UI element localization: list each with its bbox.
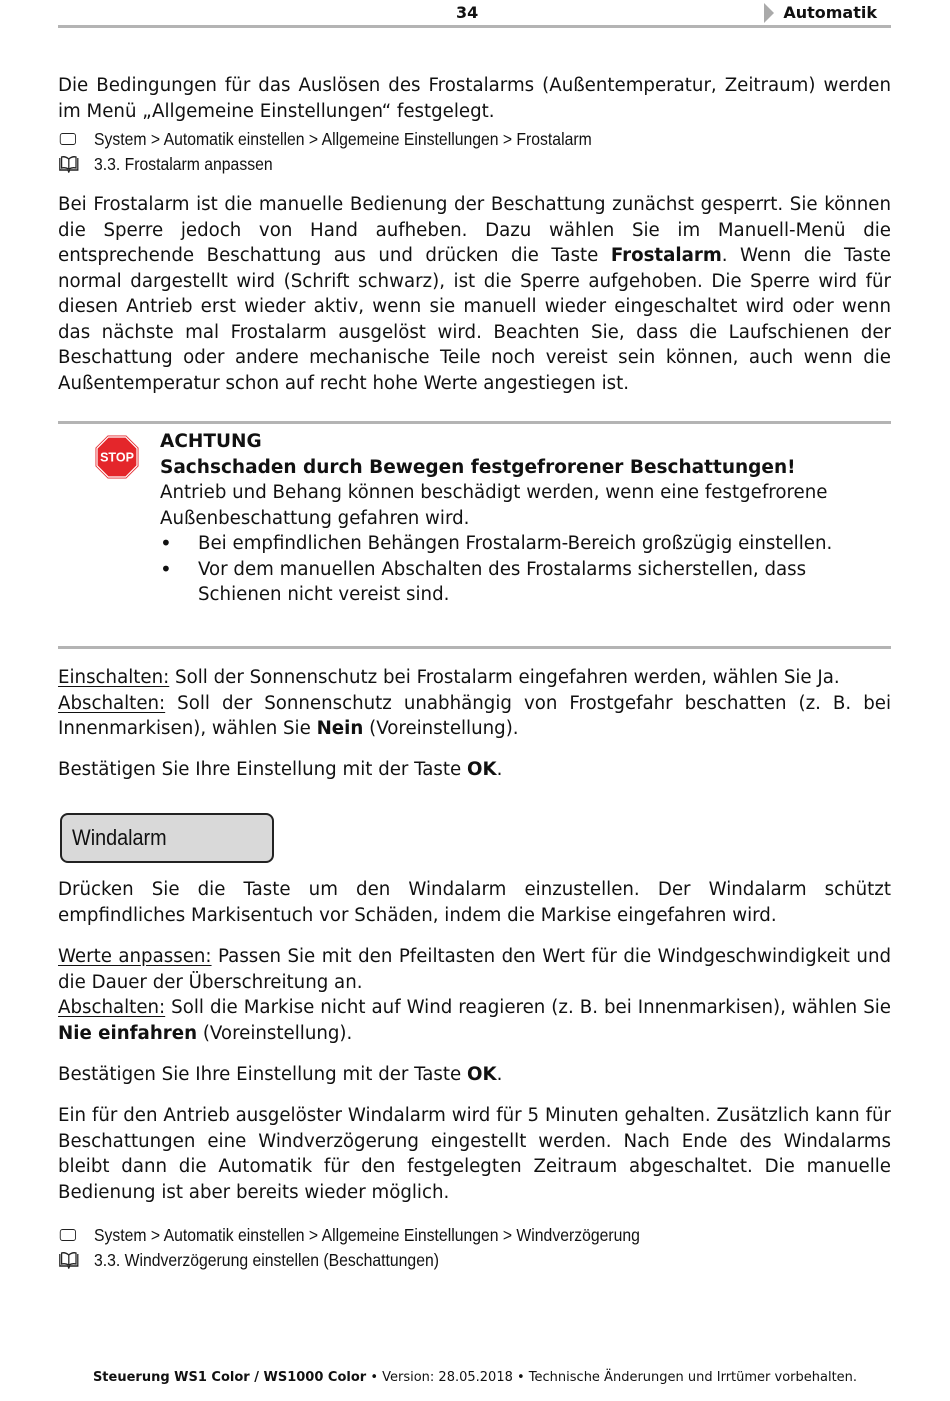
confirm-frost-end: .: [496, 759, 503, 780]
warning-bullets: [160, 531, 860, 608]
chapter-title: Automatik: [783, 3, 877, 22]
frost-on-text: Soll der Sonnenschutz bei Frostalarm eingefahren werden, wählen Sie Ja.: [169, 667, 840, 688]
menu-icon: [60, 133, 76, 145]
frost-unlock-paragraph: [58, 192, 891, 396]
ok-key-label: OK: [467, 1064, 497, 1085]
frost-intro-text: Die Bedingungen für das Auslösen des Frostalarms (Außentemperatur, Zeitraum) werden im Menü „Allgemeine Einstellungen“ festgelegt.: [58, 75, 891, 122]
wind-off-option: [58, 995, 891, 1046]
frost-options: [58, 665, 891, 742]
book-icon: [58, 1251, 80, 1269]
page-number: 34: [456, 3, 479, 22]
warning-box: [160, 429, 860, 608]
frost-text-part2: . Wenn die Taste normal dargestellt wird (Schrift schwarz), ist die Sperre aufgehoben. Die Sperre wird für diesen Antrieb erst wieder aktiv, wenn sie manuell wieder eingeschaltet wird oder wenn das nächste mal Frostalarm ausgelöst wird. Beachten Sie, dass die Laufschienen der Beschattung oder andere mechanische Teile noch vereist sein können, auch wenn die Außentemperatur schon auf recht hohe Werte angestiegen ist.: [58, 245, 891, 394]
warning-bullet-item: • Vor dem manuellen Abschalten des Frostalarms sicherstellen, dass Schienen nicht vereist sind.: [160, 557, 860, 608]
frost-book-ref-text: 3.3. Frostalarm anpassen: [94, 154, 273, 174]
windalarm-button-label: Windalarm: [72, 825, 167, 850]
nein-key-label: Nein: [316, 718, 364, 739]
frost-off-default: (Voreinstellung).: [363, 718, 519, 739]
warning-text: Antrieb und Behang können beschädigt werden, wenn eine festgefrorene Außenbeschattung gefahren wird.: [160, 482, 828, 529]
frostalarm-key-label: Frostalarm: [610, 245, 722, 266]
wind-menu-path-text: System > Automatik einstellen > Allgemeine Einstellungen > Windverzögerung: [94, 1225, 640, 1245]
wind-adjust-option: [58, 944, 891, 995]
frost-off-text: Soll der Sonnenschutz unabhängig von Frostgefahr beschatten (z. B. bei Innenmarkisen), wählen Sie: [58, 692, 891, 739]
wind-book-ref-text: 3.3. Windverzögerung einstellen (Beschattungen): [94, 1250, 439, 1270]
wind-intro-text: Drücken Sie die Taste um den Windalarm einzustellen. Der Windalarm schützt empfindliches Markisentuch vor Schäden, indem die Markise eingefahren wird.: [58, 879, 891, 926]
confirm-wind: [58, 1062, 891, 1088]
nie-einfahren-key-label: Nie einfahren: [58, 1022, 198, 1044]
confirm-wind-sentence: Bestätigen Sie Ihre Einstellung mit der Taste: [58, 1064, 468, 1085]
frost-on-label: Einschalten:: [58, 667, 170, 688]
frost-off-label: Abschalten:: [58, 692, 166, 714]
frost-text-part1: Bei Frostalarm ist die manuelle Bedienung der Beschattung zunächst gesperrt. Sie können die Sperre jedoch von Hand aufheben. Dazu wählen Sie im Manuell-Menü die entsprechende Beschattung aus und drücken die Taste: [58, 194, 891, 266]
confirm-frost: [58, 757, 891, 783]
wind-hold-text: Ein für den Antrieb ausgelöster Windalarm wird für 5 Minuten gehalten. Zusätzlich kann für Beschattungen eine Windverzögerung eingestellt werden. Nach Ende des Windalarms bleibt dann die Automatik für den festgelegten Zeitraum abgeschaltet. Die manuelle Bedienung ist aber bereits wieder möglich.: [58, 1105, 891, 1203]
chapter-arrow-icon: [764, 3, 774, 23]
wind-intro: [58, 877, 891, 928]
ok-key-label: OK: [467, 759, 497, 780]
wind-off-text: Soll die Markise nicht auf Wind reagieren (z. B. bei Innenmarkisen), wählen Sie: [165, 997, 891, 1018]
header-divider: [58, 25, 891, 28]
stop-sign-icon: [94, 434, 140, 480]
frost-intro: [58, 73, 891, 124]
book-icon: [58, 155, 80, 173]
warning-bullet-item: • Bei empfindlichen Behängen Frostalarm-Bereich großzügig einstellen.: [160, 531, 860, 557]
page-footer: [85, 1369, 865, 1387]
frost-on-option: [58, 665, 891, 691]
wind-off-label: Abschalten:: [58, 997, 166, 1018]
footer-product: Steuerung WS1 Color / WS1000 Color: [92, 1370, 367, 1385]
stop-label: STOP: [100, 450, 134, 465]
confirm-frost-sentence: Bestätigen Sie Ihre Einstellung mit der Taste: [58, 759, 468, 780]
page-header: [58, 0, 891, 28]
warning-top-divider: [58, 421, 891, 424]
footer-version-text: • Version: 28.05.2018 • Technische Änderungen und Irrtümer vorbehalten.: [366, 1370, 858, 1385]
wind-adjust-label: Werte anpassen:: [58, 946, 212, 967]
warning-title: ACHTUNG: [160, 431, 262, 452]
frost-menu-path-text: System > Automatik einstellen > Allgemeine Einstellungen > Frostalarm: [94, 129, 592, 149]
warning-bottom-divider: [58, 646, 891, 649]
windalarm-button[interactable]: [60, 813, 274, 863]
menu-icon: [60, 1229, 76, 1241]
wind-hold: [58, 1103, 891, 1205]
confirm-frost-text: [58, 757, 891, 783]
frost-off-option: [58, 691, 891, 742]
wind-off-default: (Voreinstellung).: [197, 1022, 353, 1044]
wind-options: [58, 944, 891, 1046]
wind-adjust-text: Passen Sie mit den Pfeiltasten den Wert für die Windgeschwindigkeit und die Dauer der Überschreitung an.: [58, 946, 892, 993]
confirm-wind-end: .: [496, 1064, 503, 1085]
frost-unlock-text: [58, 192, 891, 396]
confirm-wind-text: [58, 1062, 891, 1088]
warning-subtitle: Sachschaden durch Bewegen festgefrorener Beschattungen!: [160, 456, 796, 478]
